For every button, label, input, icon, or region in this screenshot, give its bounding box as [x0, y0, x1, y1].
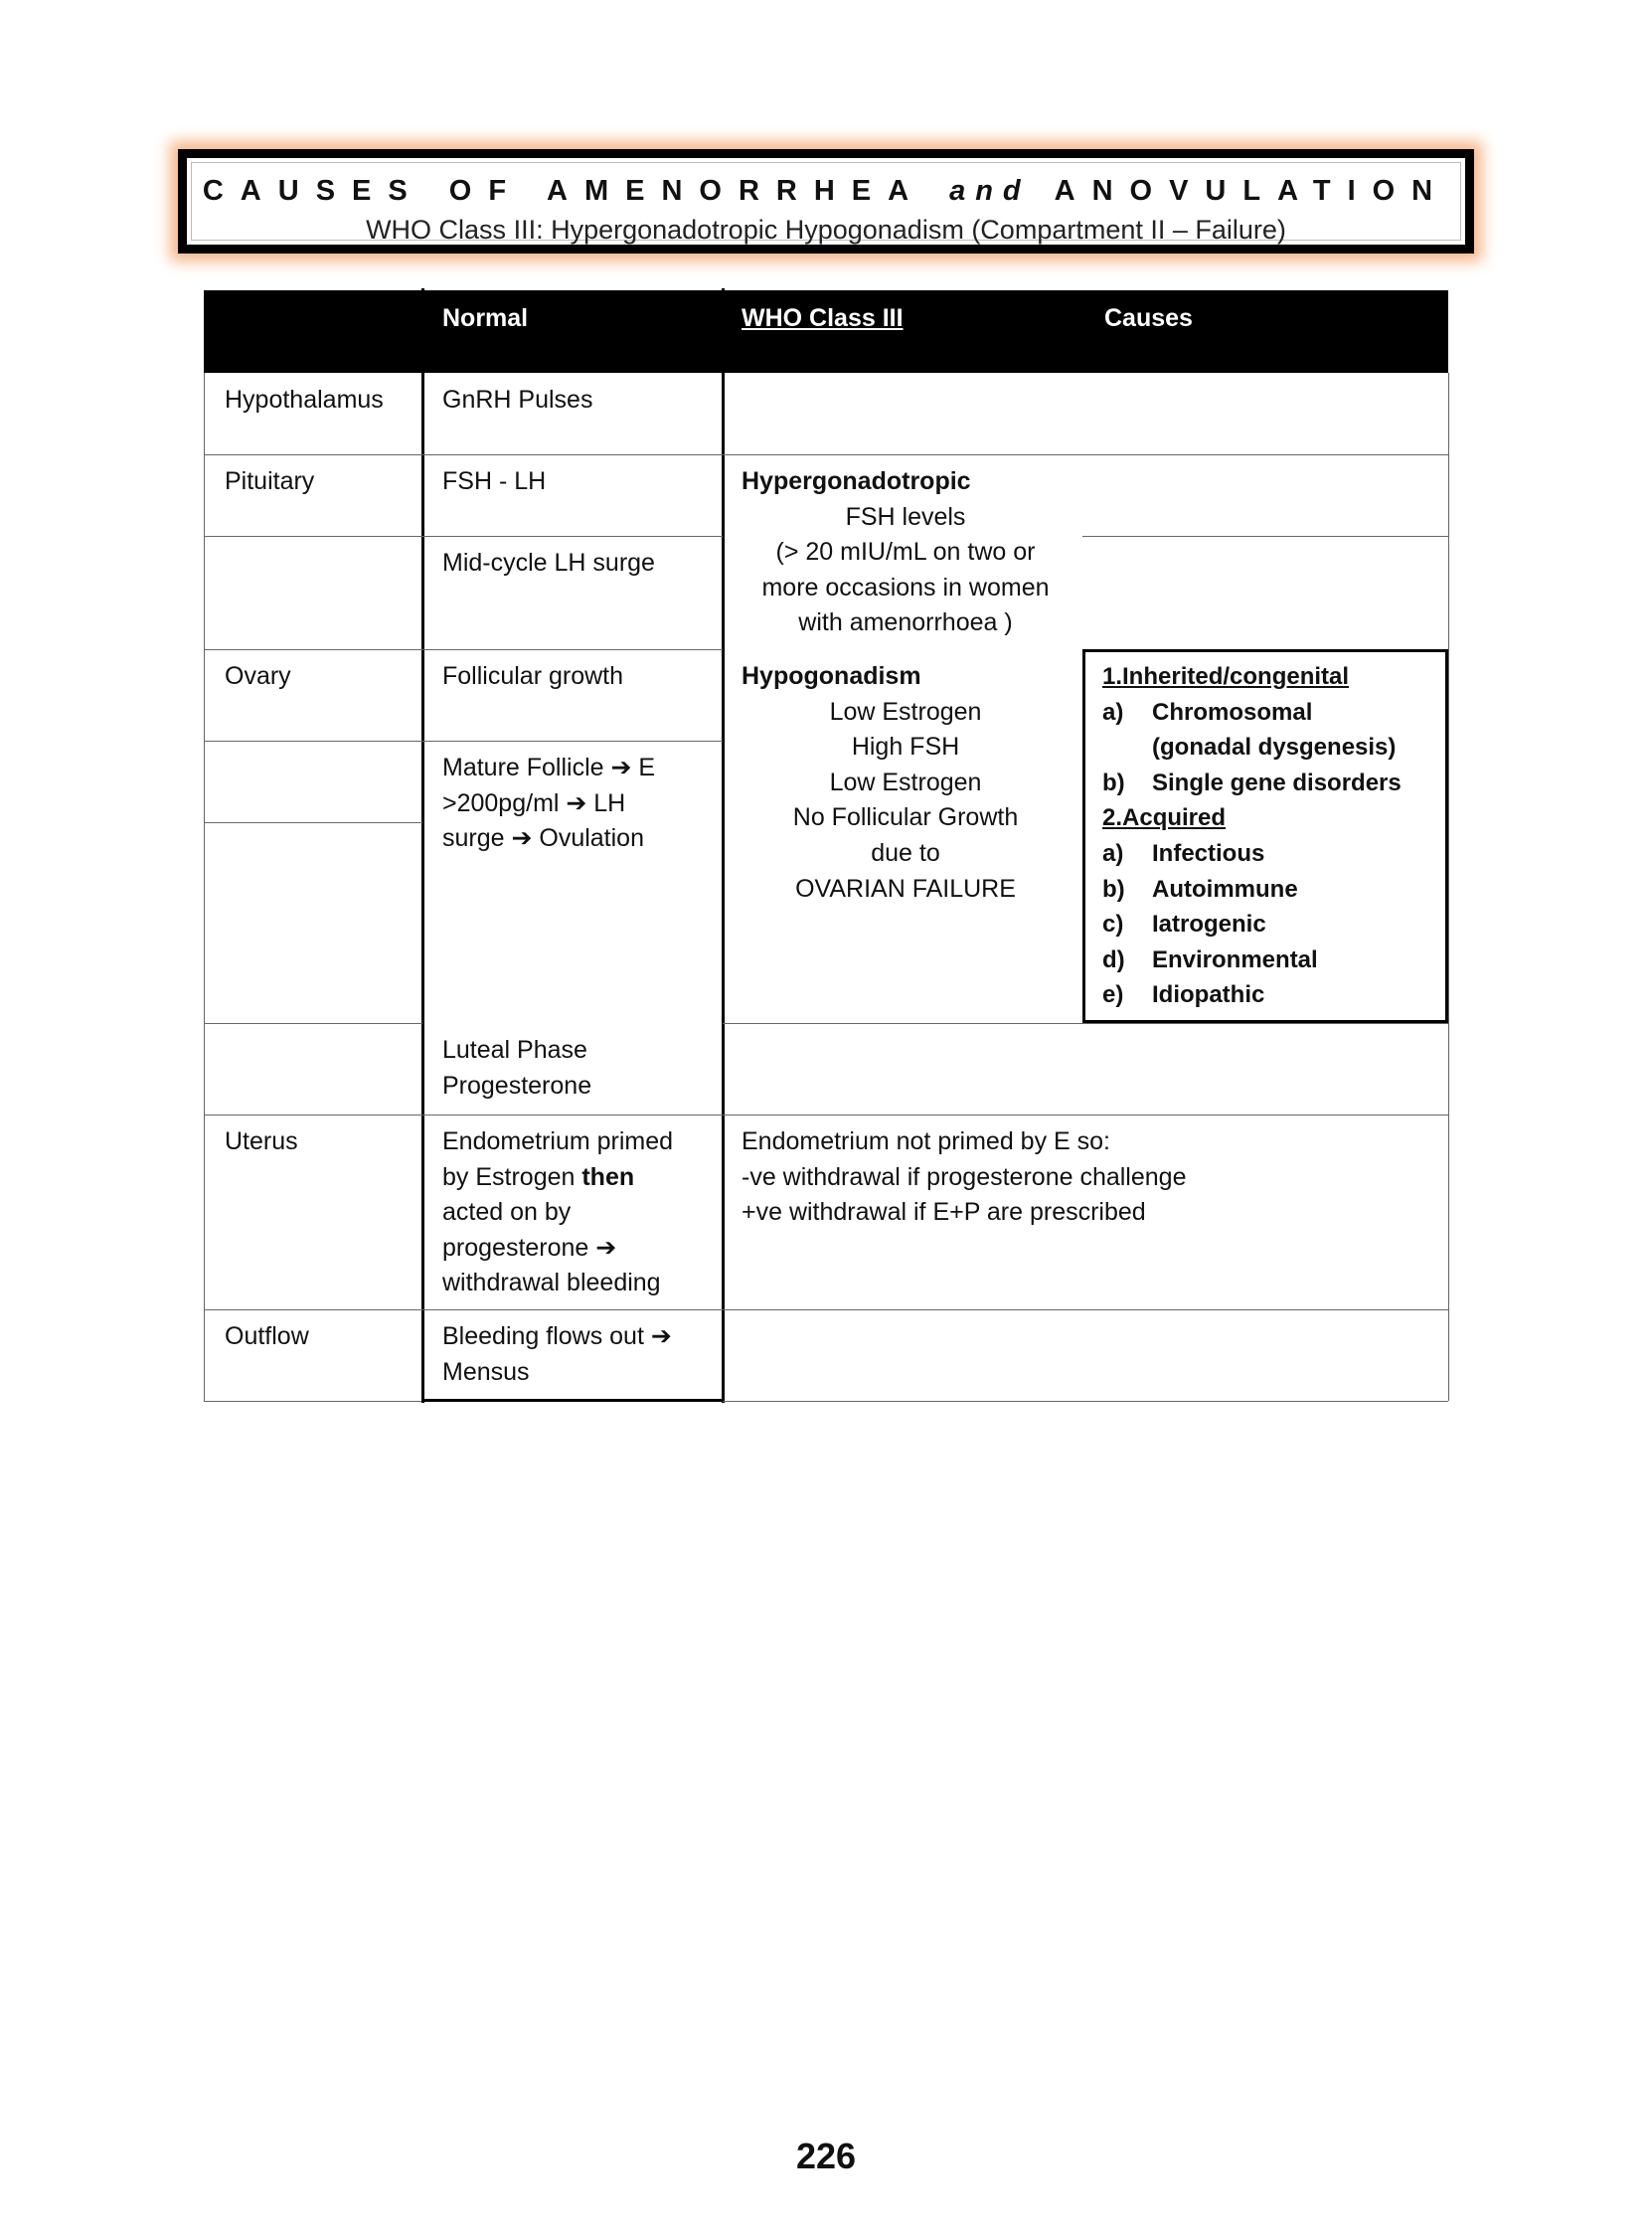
normal-outflow: Bleeding flows out ➔ Mensus [442, 1322, 672, 1386]
row-label-ovary: Ovary [225, 662, 291, 690]
row-label-pituitary: Pituitary [225, 467, 315, 495]
normal-gnrh: GnRH Pulses [442, 386, 593, 414]
row-label-uterus: Uterus [225, 1127, 298, 1155]
title: CAUSES OF AMENORRHEA and ANOVULATION [202, 175, 1450, 207]
header-who: WHO Class III [742, 304, 904, 332]
table-header [204, 290, 1448, 373]
who-pituitary: Hypergonadotropic FSH levels (> 20 mIU/mL on two or more occasions in women with amenorrhoea ) [742, 467, 1050, 637]
normal-uterus: Endometrium primed by Estrogen then acted on by progesterone ➔ withdrawal bleeding [442, 1127, 674, 1297]
normal-follicular: Follicular growth [442, 662, 624, 690]
subtitle: WHO Class III: Hypergonadotropic Hypogonadism (Compartment II – Failure) [366, 215, 1286, 245]
causes-box: 1.Inherited/congenital a) Chromosomal (gonadal dysgenesis) b) Single gene disorders 2.Acquired a) Infectious b) Autoimmune c) Iatrogenic d) Environmental e) Idiopathic [1082, 649, 1448, 1023]
header-causes: Causes [1104, 304, 1193, 332]
normal-mature-follicle: Mature Follicle ➔ E >200pg/ml ➔ LH surge ➔ Ovulation [442, 754, 656, 853]
header-normal: Normal [442, 304, 529, 332]
page-number: 226 [795, 2136, 857, 2176]
who-ovary: Hypogonadism Low Estrogen High FSH Low Estrogen No Follicular Growth due to OVARIAN FAILURE [742, 662, 1019, 903]
normal-fsh-lh: FSH - LH [442, 467, 547, 495]
row-label-outflow: Outflow [225, 1322, 309, 1350]
normal-luteal: Luteal Phase Progesterone [442, 1036, 592, 1100]
normal-lh-surge: Mid-cycle LH surge [442, 549, 655, 577]
title-box [178, 149, 1474, 254]
who-uterus: Endometrium not primed by E so: -ve withdrawal if progesterone challenge +ve withdrawal if E+P are prescribed [742, 1127, 1187, 1227]
row-label-hypothalamus: Hypothalamus [225, 386, 384, 414]
